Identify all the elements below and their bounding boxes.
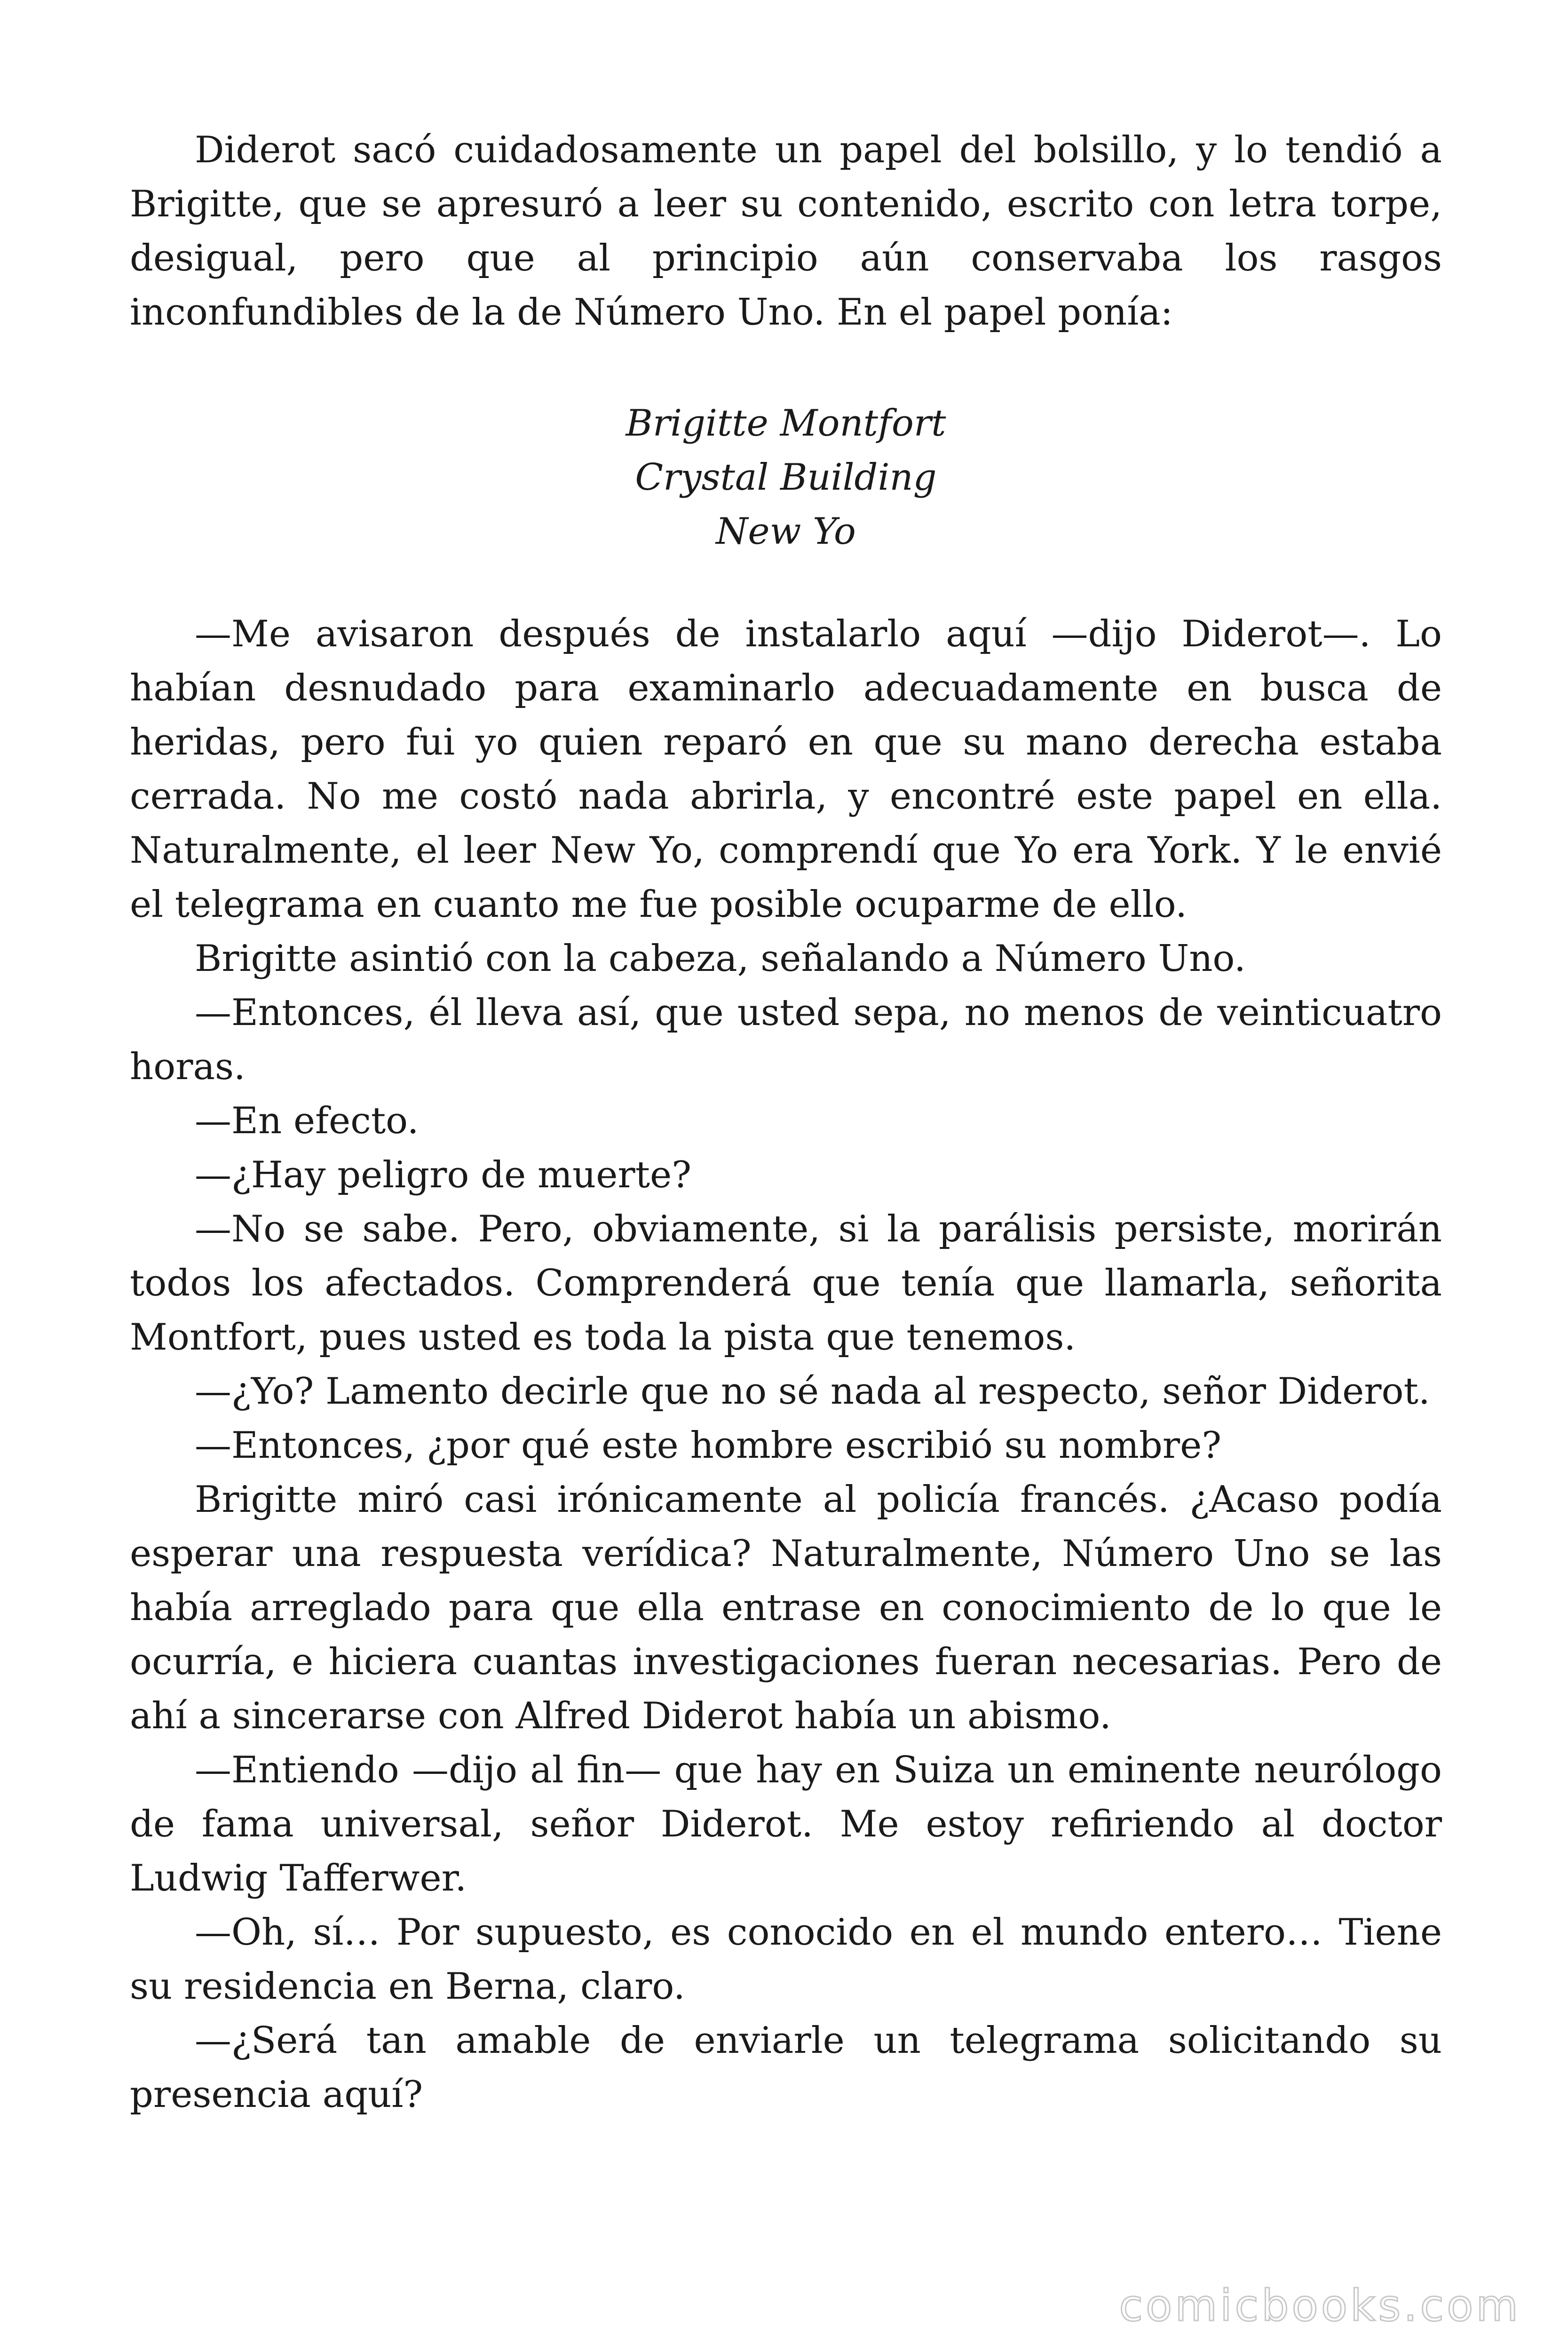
paragraph: —¿Hay peligro de muerte? [195, 1154, 692, 1196]
paragraph: —Oh, sí… Por supuesto, es conocido en el mundo entero… Tiene su residencia en Berna, claro. [130, 1911, 1442, 2008]
paragraph: —¿Yo? Lamento decirle que no sé nada al respecto, señor Diderot. [195, 1370, 1430, 1413]
address-line: Crystal Building [635, 456, 937, 499]
watermark: comicbooks.com [1119, 2280, 1521, 2331]
paragraph: Brigitte asintió con la cabeza, señalando a Número Uno. [195, 938, 1246, 980]
address-line: Brigitte Montfort [626, 402, 946, 445]
paragraph: —Me avisaron después de instalarlo aquí —dijo Diderot—. Lo habían desnudado para examinarlo adecuadamente en busca de heridas, pero fui yo quien reparó en que su mano derecha estaba cerrada. No me costó nada abrirla, y encontré este papel en ella. Naturalmente, el leer New Yo, comprendí que Yo era York. Y le envié el telegrama en cuanto me fue posible ocuparme de ello. [130, 613, 1442, 926]
paragraph: —Entiendo —dijo al fin— que hay en Suiza un eminente neurólogo de fama universal, señor Diderot. Me estoy refiriendo al doctor Ludwig Tafferwer. [130, 1749, 1442, 1899]
paragraph: —¿Será tan amable de enviarle un telegrama solicitando su presencia aquí? [130, 2019, 1442, 2116]
address-block [130, 397, 1442, 559]
paragraph: —Entonces, ¿por qué este hombre escribió su nombre? [195, 1424, 1222, 1467]
paragraph: —Entonces, él lleva así, que usted sepa, no menos de veinticuatro horas. [130, 992, 1442, 1088]
paragraph: Diderot sacó cuidadosamente un papel del bolsillo, y lo tendió a Brigitte, que se apresuró a leer su contenido, escrito con letra torpe, desigual, pero que al principio aún conservaba los rasgos inconfundibles de la de Número Uno. En el papel ponía: [130, 129, 1442, 334]
paragraph: —En efecto. [195, 1100, 419, 1142]
book-page [130, 123, 1442, 2122]
address-line: New Yo [716, 510, 856, 553]
paragraph: —No se sabe. Pero, obviamente, si la parálisis persiste, morirán todos los afectados. Comprenderá que tenía que llamarla, señorita Montfort, pues usted es toda la pista que tenemos. [130, 1208, 1442, 1359]
paragraph: Brigitte miró casi irónicamente al policía francés. ¿Acaso podía esperar una respuesta verídica? Naturalmente, Número Uno se las había arreglado para que ella entrase en conocimiento de lo que le ocurría, e hiciera cuantas investigaciones fueran necesarias. Pero de ahí a sincerarse con Alfred Diderot había un abismo. [130, 1478, 1442, 1737]
